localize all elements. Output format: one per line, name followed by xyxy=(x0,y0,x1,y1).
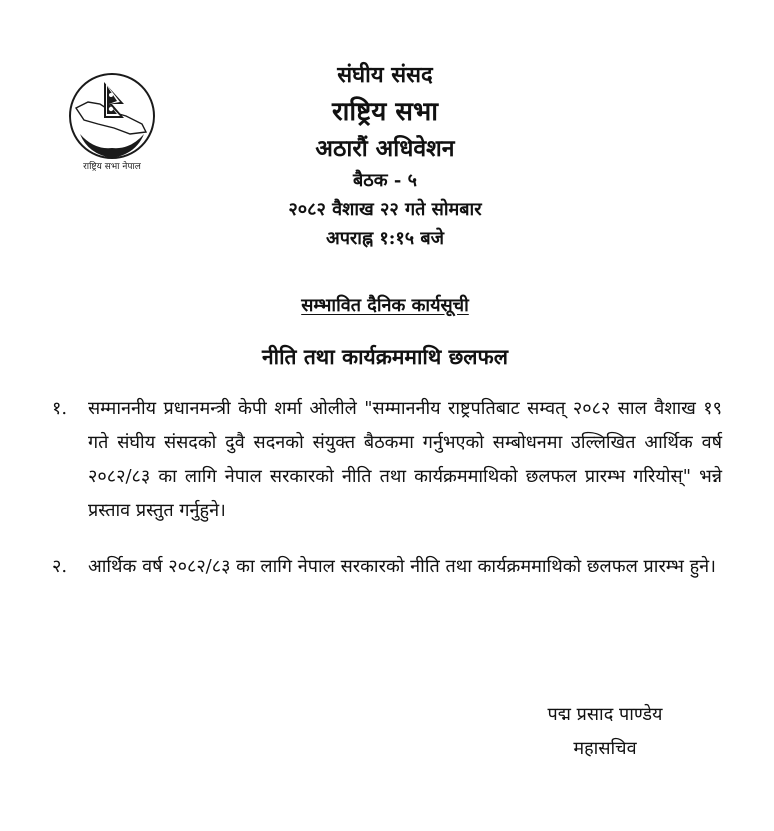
header-date: २०८२ वैशाख २२ गते सोमबार xyxy=(288,199,482,220)
item-number: २. xyxy=(52,556,68,577)
item-text: सम्माननीय प्रधानमन्त्री केपी शर्मा ओलीले "सम्माननीय राष्ट्रपतिबाट सम्वत् २०८२ साल वैशाख १९ गते संघीय संसदको दुवै सदनको संयुक्त बैठकमा गर्नुभएको सम्बोधनमा उल्लिखित आर्थिक वर्ष २०८२/८३ का लागि नेपाल सरकारको नीति तथा कार्यक्रममाथिको छलफल प्रारम्भ गरियोस्" भन्ने प्रस्ताव प्रस्तुत गर्नुहुने। xyxy=(88,398,722,521)
section-title: नीति तथा कार्यक्रममाथि छलफल xyxy=(262,344,508,369)
emblem-text: राष्ट्रिय सभा नेपाल xyxy=(83,162,141,172)
header-session: अठारौं अधिवेशन xyxy=(315,135,455,162)
list-item xyxy=(52,550,722,584)
document-header xyxy=(170,58,600,253)
signature-block xyxy=(500,698,710,766)
header-national-assembly: राष्ट्रिय सभा xyxy=(331,97,438,127)
emblem-graphic xyxy=(66,72,158,172)
agenda-subtitle: सम्भावित दैनिक कार्यसूची xyxy=(301,295,469,316)
item-text: आर्थिक वर्ष २०८२/८३ का लागि नेपाल सरकारको नीति तथा कार्यक्रममाथिको छलफल प्रारम्भ हुने। xyxy=(88,556,716,577)
item-number: १. xyxy=(52,398,68,419)
agenda-list xyxy=(52,392,722,606)
signatory-title: महासचिव xyxy=(573,738,637,759)
header-time: अपराह्न १:१५ बजे xyxy=(325,228,445,249)
signatory-name: पद्म प्रसाद पाण्डेय xyxy=(547,704,663,725)
list-item xyxy=(52,392,722,528)
header-federal-parliament: संघीय संसद xyxy=(337,62,433,88)
national-assembly-emblem-icon xyxy=(66,72,158,172)
header-meeting-number: बैठक - ५ xyxy=(353,170,417,191)
